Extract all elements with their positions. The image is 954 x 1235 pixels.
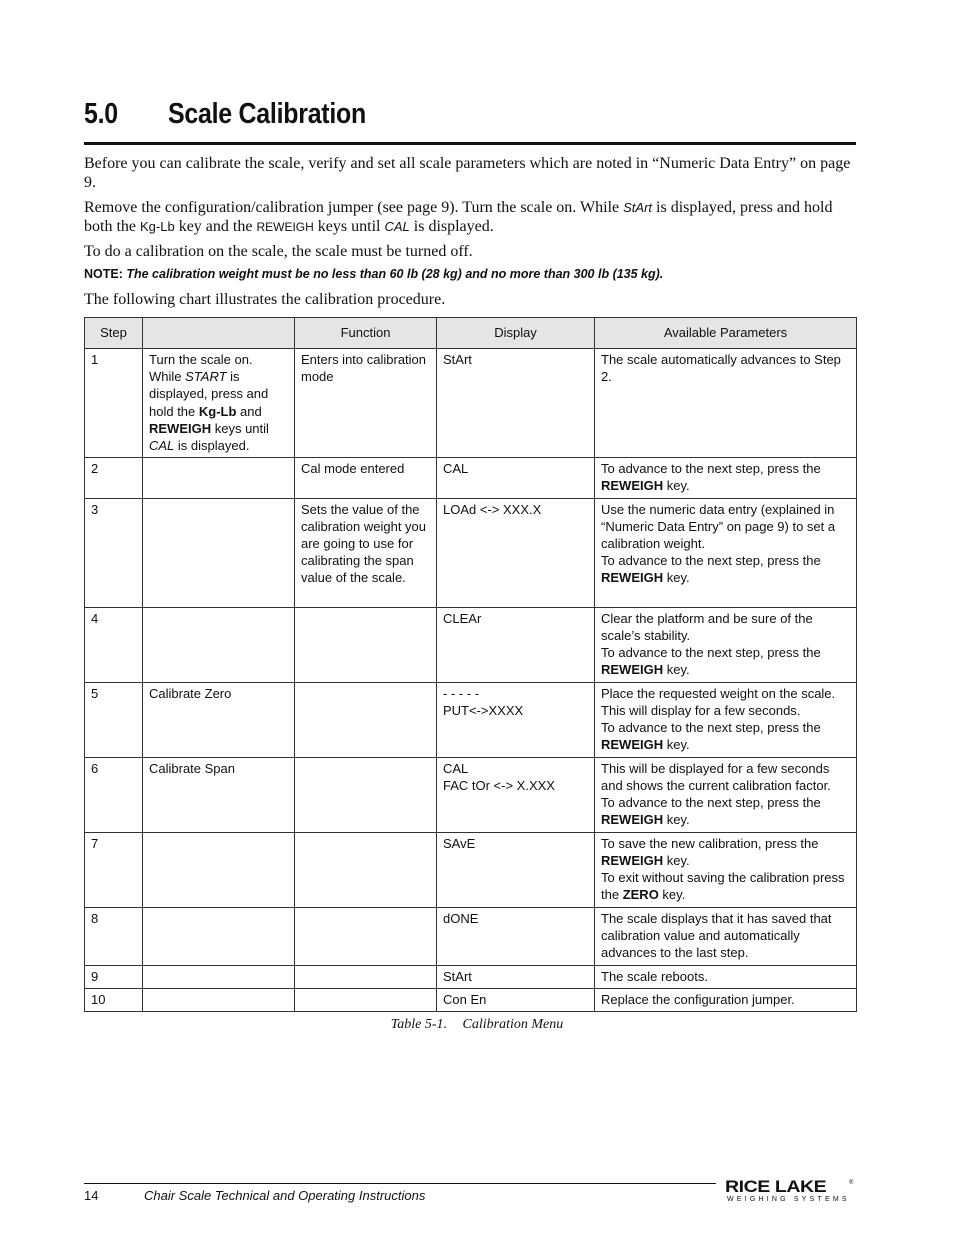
header-blank xyxy=(143,318,295,349)
logo-wordmark: RICE LAKE xyxy=(725,1177,827,1196)
step-cell: 4 xyxy=(85,607,143,682)
function-cell xyxy=(295,988,437,1011)
footer-divider xyxy=(84,1183,716,1184)
header-function: Function xyxy=(295,318,437,349)
page-number: 14 xyxy=(84,1188,99,1203)
display-cell: StArt xyxy=(437,965,595,988)
function-cell xyxy=(295,965,437,988)
caption-text: Calibration Menu xyxy=(462,1017,564,1032)
start-display-text: StArt xyxy=(623,200,653,215)
params-cell: This will be displayed for a few seconds and shows the current calibration factor. To advance to the next step, press the REWEIGH key. xyxy=(595,757,857,832)
logo-tagline: WEIGHING SYSTEMS xyxy=(727,1196,850,1203)
params-cell: The scale automatically advances to Step 2. xyxy=(595,349,857,458)
function-cell xyxy=(295,607,437,682)
action-cell xyxy=(143,965,295,988)
display-cell: Con En xyxy=(437,988,595,1011)
note-label: NOTE: xyxy=(84,267,123,281)
kglb-key-text: Kg-Lb xyxy=(140,219,175,234)
function-cell xyxy=(295,682,437,757)
display-cell: - - - - - PUT<->XXXX xyxy=(437,682,595,757)
header-available-parameters: Available Parameters xyxy=(595,318,857,349)
action-cell xyxy=(143,458,295,498)
intro-paragraph: Before you can calibrate the scale, verify and set all scale parameters which are noted in “Numeric Data Entry” on page 9. xyxy=(84,155,851,191)
step-cell: 8 xyxy=(85,907,143,965)
table-row xyxy=(85,458,857,498)
rice-lake-logo xyxy=(725,1177,854,1210)
action-cell: Turn the scale on. While START is displayed, press and hold the Kg-Lb and REWEIGH keys until CAL is displayed. xyxy=(143,349,295,458)
table-row xyxy=(85,965,857,988)
table-row xyxy=(85,988,857,1011)
params-cell: To advance to the next step, press the REWEIGH key. xyxy=(595,458,857,498)
function-cell xyxy=(295,757,437,832)
header-step: Step xyxy=(85,318,143,349)
display-cell: CAL FAC tOr <-> X.XXX xyxy=(437,757,595,832)
footer-document-title: Chair Scale Technical and Operating Instructions xyxy=(144,1188,426,1203)
registered-mark: ® xyxy=(849,1180,854,1186)
section-number: 5.0 xyxy=(84,98,118,130)
table-row xyxy=(85,832,857,907)
step-cell: 2 xyxy=(85,458,143,498)
params-cell: The scale reboots. xyxy=(595,965,857,988)
params-cell: The scale displays that it has saved that calibration value and automatically advances to the last step. xyxy=(595,907,857,965)
reweigh-key-text: REWEIGH xyxy=(256,220,314,234)
function-cell: Sets the value of the calibration weight you are going to use for calibrating the span value of the scale. xyxy=(295,498,437,607)
table-row xyxy=(85,682,857,757)
step-cell: 1 xyxy=(85,349,143,458)
display-cell: CAL xyxy=(437,458,595,498)
jumper-paragraph: Remove the configuration/calibration jumper (see page 9). Turn the scale on. While StArt is displayed, press and hold both the Kg-Lb key and the REWEIGH keys until CAL is displayed. xyxy=(84,199,833,235)
cal-display-text: CAL xyxy=(384,219,410,234)
table-caption xyxy=(0,1017,954,1033)
table-row xyxy=(85,757,857,832)
params-cell: To save the new calibration, press the REWEIGH key. To exit without saving the calibration press the ZERO key. xyxy=(595,832,857,907)
weight-note xyxy=(84,266,864,282)
function-cell xyxy=(295,907,437,965)
chart-intro-paragraph: The following chart illustrates the calibration procedure. xyxy=(84,291,446,308)
action-cell xyxy=(143,607,295,682)
table-row xyxy=(85,349,857,458)
display-cell: dONE xyxy=(437,907,595,965)
calibration-table xyxy=(84,317,857,1012)
params-cell: Use the numeric data entry (explained in “Numeric Data Entry” on page 9) to set a calibration weight. To advance to the next step, press the REWEIGH key. xyxy=(595,498,857,607)
function-cell: Cal mode entered xyxy=(295,458,437,498)
header-display: Display xyxy=(437,318,595,349)
caption-label: Table 5-1. xyxy=(390,1017,448,1032)
params-cell: Place the requested weight on the scale. This will display for a few seconds. To advance to the next step, press the REWEIGH key. xyxy=(595,682,857,757)
step-cell: 9 xyxy=(85,965,143,988)
note-text: The calibration weight must be no less than 60 lb (28 kg) and no more than 300 lb (135 kg). xyxy=(122,267,664,281)
function-cell xyxy=(295,832,437,907)
display-cell: SAvE xyxy=(437,832,595,907)
action-cell: Calibrate Zero xyxy=(143,682,295,757)
action-cell xyxy=(143,498,295,607)
table-row xyxy=(85,607,857,682)
table-row xyxy=(85,498,857,607)
section-title: Scale Calibration xyxy=(168,98,366,130)
step-cell: 6 xyxy=(85,757,143,832)
power-off-paragraph: To do a calibration on the scale, the scale must be turned off. xyxy=(84,243,473,260)
action-cell xyxy=(143,988,295,1011)
step-cell: 7 xyxy=(85,832,143,907)
step-cell: 10 xyxy=(85,988,143,1011)
section-heading xyxy=(84,98,856,145)
action-cell xyxy=(143,907,295,965)
display-cell: StArt xyxy=(437,349,595,458)
params-cell: Replace the configuration jumper. xyxy=(595,988,857,1011)
params-cell: Clear the platform and be sure of the scale’s stability. To advance to the next step, press the REWEIGH key. xyxy=(595,607,857,682)
table-row xyxy=(85,907,857,965)
step-cell: 3 xyxy=(85,498,143,607)
step-cell: 5 xyxy=(85,682,143,757)
display-cell: CLEAr xyxy=(437,607,595,682)
table-header-row xyxy=(85,318,857,349)
action-cell: Calibrate Span xyxy=(143,757,295,832)
action-cell xyxy=(143,832,295,907)
display-cell: LOAd <-> XXX.X xyxy=(437,498,595,607)
function-cell: Enters into calibration mode xyxy=(295,349,437,458)
